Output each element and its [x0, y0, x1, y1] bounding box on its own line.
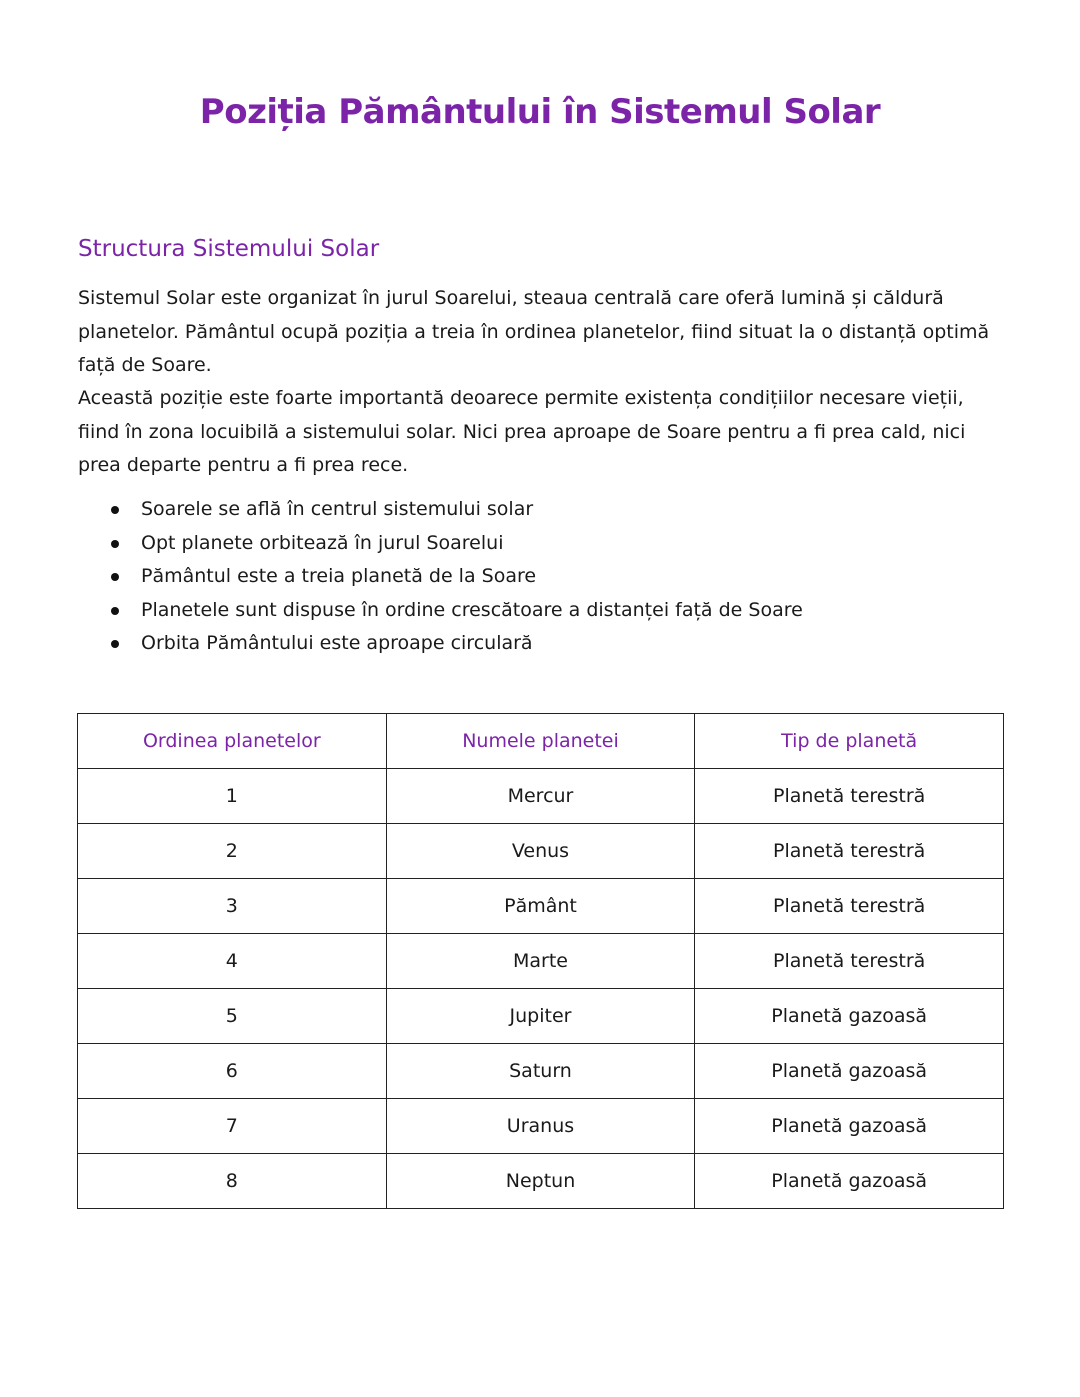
table-row — [78, 769, 1004, 824]
cell-order: 6 — [78, 1044, 387, 1099]
cell-type: Planetă gazoasă — [695, 989, 1004, 1044]
cell-type: Planetă terestră — [695, 879, 1004, 934]
bullet-text: Pământul este a treia planetă de la Soare — [141, 565, 537, 588]
cell-order: 2 — [78, 824, 387, 879]
cell-name: Pământ — [386, 879, 695, 934]
bullet-text: Orbita Pământului este aproape circulară — [141, 632, 533, 655]
bullet-dot-icon — [111, 607, 119, 615]
cell-order: 4 — [78, 934, 387, 989]
table-row — [78, 1044, 1004, 1099]
cell-order: 3 — [78, 879, 387, 934]
cell-type: Planetă terestră — [695, 769, 1004, 824]
bullet-dot-icon — [111, 640, 119, 648]
table-row — [78, 934, 1004, 989]
cell-type: Planetă gazoasă — [695, 1044, 1004, 1099]
cell-type: Planetă terestră — [695, 824, 1004, 879]
bullet-dot-icon — [111, 506, 119, 514]
section-heading: Structura Sistemului Solar — [78, 236, 380, 262]
table-header-row — [78, 714, 1004, 769]
bullet-item — [108, 594, 803, 628]
bullet-item — [108, 560, 803, 594]
bullet-item — [108, 527, 803, 561]
cell-name: Uranus — [386, 1099, 695, 1154]
table-row — [78, 879, 1004, 934]
cell-name: Saturn — [386, 1044, 695, 1099]
cell-name: Jupiter — [386, 989, 695, 1044]
cell-order: 7 — [78, 1099, 387, 1154]
bullet-text: Opt planete orbitează în jurul Soarelui — [141, 531, 504, 554]
bullet-text: Planetele sunt dispuse în ordine crescătoare a distanței față de Soare — [141, 598, 803, 621]
planets-table — [77, 713, 1004, 1209]
bullet-item — [108, 627, 803, 661]
header-name: Numele planetei — [386, 714, 695, 769]
cell-type: Planetă terestră — [695, 934, 1004, 989]
cell-order: 1 — [78, 769, 387, 824]
table-row — [78, 1099, 1004, 1154]
cell-name: Marte — [386, 934, 695, 989]
table-row — [78, 989, 1004, 1044]
paragraph-intro: Sistemul Solar este organizat în jurul Soarelui, steaua centrală care oferă lumină și căldură planetelor. Pământul ocupă poziția a treia în ordinea planetelor, fiind situat la o distanță optimă față de Soare. — [78, 287, 990, 376]
table-row — [78, 824, 1004, 879]
cell-name: Venus — [386, 824, 695, 879]
cell-type: Planetă gazoasă — [695, 1154, 1004, 1209]
page-title: Poziția Pământului în Sistemul Solar — [199, 92, 881, 132]
bullet-list — [108, 493, 803, 661]
bullet-dot-icon — [111, 540, 119, 548]
header-type: Tip de planetă — [695, 714, 1004, 769]
header-order: Ordinea planetelor — [78, 714, 387, 769]
paragraph-habitable-zone: Această poziție este foarte importantă deoarece permite existența condițiilor necesare vieții, fiind în zona locuibilă a sistemului solar. Nici prea aproape de Soare pentru a fi prea cald, nici prea departe pentru a fi prea rece. — [78, 387, 966, 476]
cell-order: 8 — [78, 1154, 387, 1209]
table-row — [78, 1154, 1004, 1209]
cell-order: 5 — [78, 989, 387, 1044]
cell-type: Planetă gazoasă — [695, 1099, 1004, 1154]
cell-name: Neptun — [386, 1154, 695, 1209]
cell-name: Mercur — [386, 769, 695, 824]
bullet-item — [108, 493, 803, 527]
bullet-text: Soarele se află în centrul sistemului solar — [141, 498, 534, 520]
bullet-dot-icon — [111, 573, 119, 581]
